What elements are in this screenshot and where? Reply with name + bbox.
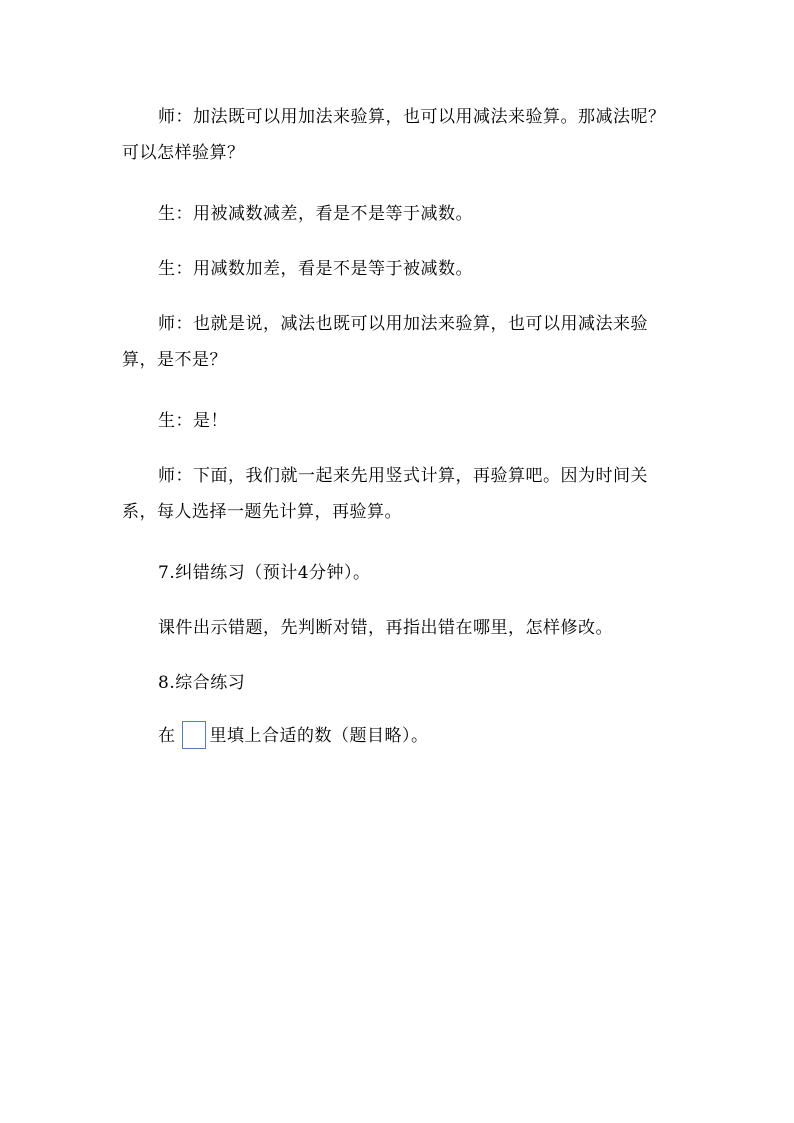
heading-error-correction: 7.纠错练习（预计4分钟）。 xyxy=(158,563,371,583)
paragraph-student-answer-2: 生：用减数加差，看是不是等于被减数。 xyxy=(158,259,473,279)
heading-comprehensive-practice: 8.综合练习 xyxy=(158,673,246,693)
fill-in-suffix: 里填上合适的数（题目略）。 xyxy=(209,726,429,746)
paragraph-courseware: 课件出示错题，先判断对错，再指出错在哪里，怎样修改。 xyxy=(158,618,613,638)
fill-in-prefix: 在 xyxy=(158,726,176,746)
paragraph-student-yes: 生：是！ xyxy=(158,411,228,431)
paragraph-teacher-question: 师：加法既可以用加法来验算，也可以用减法来验算。那减法呢？可以怎样验算？ xyxy=(122,107,666,163)
paragraph-student-answer-1: 生：用被减数减差，看是不是等于减数。 xyxy=(158,204,473,224)
paragraph-teacher-instruction: 师：下面，我们就一起来先用竖式计算，再验算吧。因为时间关系，每人选择一题先计算，再验算。 xyxy=(122,466,648,522)
paragraph-fill-in xyxy=(122,718,670,754)
paragraph-teacher-summary: 师：也就是说，减法也既可以用加法来验算，也可以用减法来验算，是不是？ xyxy=(122,314,648,370)
blank-box-icon xyxy=(182,721,206,749)
